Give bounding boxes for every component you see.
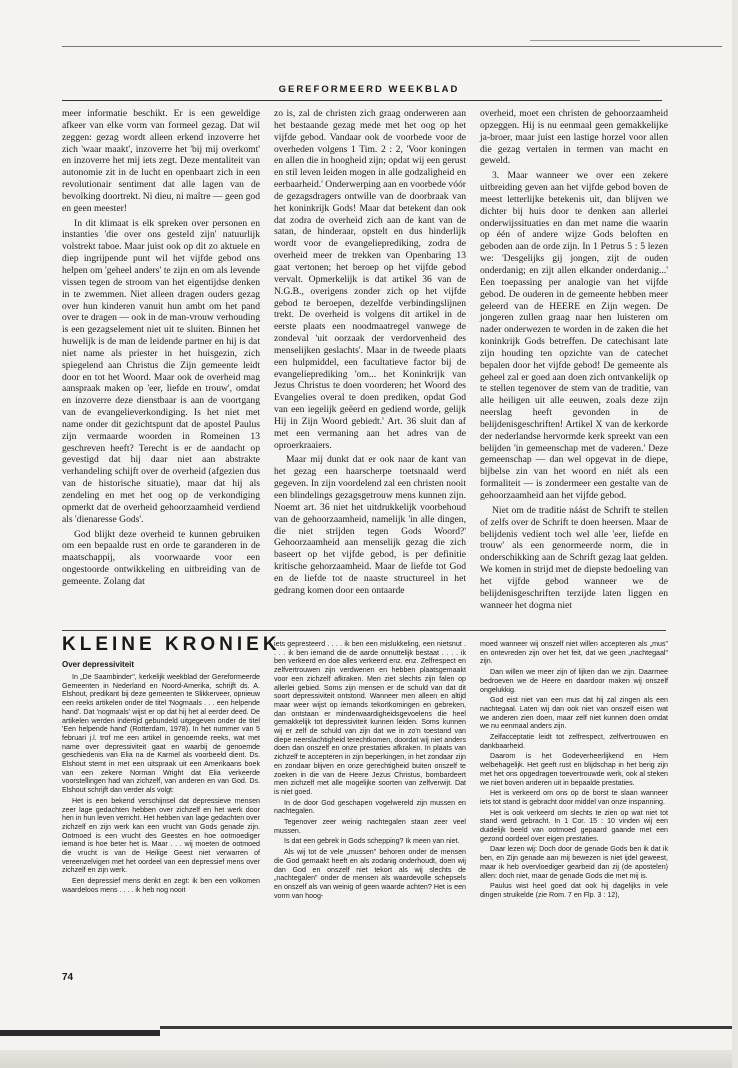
paragraph: Dan willen we meer zijn of lijken dan we zijn. Daarmee bedroeven we de Heere en daardoor maken wij onszelf ongelukkig. xyxy=(480,668,668,694)
paragraph: Zelfacceptatie leidt tot zelfrespect, zelfvertrouwen en dankbaarheid. xyxy=(480,733,668,750)
header-rule xyxy=(62,100,662,101)
paragraph: Het is ook verkeerd om slechts te zien op wat niet tot stand werd gebracht. In 1 Cor. 15 : 10 vinden wij een duidelijk beeld van ootmoed gepaard gaande met een gezond oordeel over eigen prestaties. xyxy=(480,808,668,843)
article-column-3 xyxy=(480,108,668,611)
paragraph: God blijkt deze overheid te kunnen gebruiken om een bepaalde rust en orde te garanderen in de maatschappij, als voorwaarde voor een ongestoorde ontwikkeling en uitbreiding van de gemeente. Zolang dat xyxy=(62,528,260,587)
section-subtitle: Over depressiviteit xyxy=(62,660,135,669)
paragraph: Een depressief mens denkt en zegt: ik ben een volkomen waardeloos mens . . . . ik heb nog nooit xyxy=(62,877,260,894)
paragraph: moed wanneer wij onszelf niet willen accepteren als „mus" en ontevreden zijn over het feit, dat we geen „nachtegaal" zijn. xyxy=(480,640,668,666)
paragraph: God eist niet van een mus dat hij zal zingen als een nachtegaal. Laten wij dan ook niet van onszelf eisen wat we anderen zien doen, maar zelf niet kunnen doen omdat we nu eenmaal anders zijn. xyxy=(480,696,668,731)
scan-edge-line-short xyxy=(530,40,640,41)
kroniek-column-2 xyxy=(274,640,466,900)
running-header: GEREFORMEERD WEEKBLAD xyxy=(278,84,460,95)
paragraph: In de door God geschapen vogelwereld zijn mussen en nachtegalen. xyxy=(274,798,466,816)
paragraph: Als wij tot de vele „mussen" behoren onder de mensen die God gemaakt heeft en als zodanig onderhoudt, doen wij dan God en onszelf niet tekort als wij slechts de „nachtegalen" onder de mensen als waardevolle schepsels en onszelf als van weinig of geen waarde achten? Het is een vorm van hoog- xyxy=(274,848,466,900)
article-column-2 xyxy=(274,108,466,597)
scan-right-edge xyxy=(732,0,738,1068)
paragraph: meer informatie beschikt. Er is een geweldige afkeer van elke vorm van formeel gezag. Dat wil zeggen: gezag wordt alleen erkend inzoverre het zich 'waar maakt', inzoverre het 'bij mij overkomt' en inzoverre het mij iets zegt. Deze mentaliteit van autonomie zit in de lucht en openbaart zich in een revolutionair sentiment dat alle lagen van de bevolking doortrekt. Ni dieu, ni maître — geen god en geen meester! xyxy=(62,108,260,214)
paragraph: 3. Maar wanneer we over een zekere uitbreiding geven aan het vijfde gebod boven de meest letterlijke betekenis uit, dan blijven we dichter bij huis door te denken aan allerlei onderwijssituaties en dan met name die waarin op één of andere wijze Gods beloften en geboden aan de orde zijn. In 1 Petrus 5 : 5 lezen we: 'Desgelijks gij jongen, zijt de ouden onderdanig; en zijt allen elkander onderdanig...' Een toepassing per analogie van het vijfde gebod. De ouderen in de gemeente hebben meer geleerd van de HEERE en Zijn wegen. De jongeren zullen graag naar hen luisteren om nader onderwezen te worden in de zaken die het koninkrijk Gods betreffen. De catechisant late zijn houding ten opzichte van de catechet bepalen door het vijfde gebod! De gemeente als geheel zal er goed aan doen zich ontvankelijk op te stellen tegenover de stem van de traditie, van alle heiligen uit alle eeuwen, zoals deze zijn neerslag heeft gevonden in de belijdenisgeschriften! Artikel X van de kerkorde der nederlandse hervormde kerk spreekt van een belijden 'in gemeenschap met de vaderen.' Deze gemeenschap — dan wel opgevat in de diepe, bijbelse zin van het woord en niét als een formaliteit — is zondermeer een gestalte van de gehoorzaamheid aan het vijfde gebod. xyxy=(480,170,668,501)
page-number: 74 xyxy=(62,972,74,983)
paragraph: iets gepresteerd . . . . ik ben een mislukkeling, een nietsnut . . . . ik ben iemand die de aarde onnuttelijk bestaat . . . . ik ben verkeerd en doe alles verkeerd enz. enz. Zelfrespect en zelfvertrouwen zijn verdwenen en hebben plaatsgemaakt voor een zichzelf afkraken. Men ziet slechts zijn falen op allerlei gebied. Soms zijn mensen er de schuld van dat dit soort depressiviteit ontstond. Wanneer men alleen en altijd maar weer wijst op iemands tekortkomingen en gebreken, dan ontstaan er minderwaardigheidsgevoelens die heel gemakkelijk tot depressiviteit kunnen leiden. Soms kunnen wij er zelf de schuld van zijn dat we in zo'n toestand van diepe neerslachtigheid terechtkomen, doordat wij niet anders doen dan onszelf en onze prestaties afkraken. In plaats van zichzelf te accepteren in zijn beperkingen, in het zondaar zijn en zondaar blijven en onze gerechtigheid buiten onszelf te zoeken in die van de Heere Jezus Christus, bombardeert men zichzelf met alle mogelijke soorten van zelfverwijt. Dat is niet goed. xyxy=(274,640,466,796)
paragraph: Daarom is het Godeverheerlijkend en Hem welbehagelijk. Het geeft rust en blijdschap in het berig zijn met het ons opgedragen toevertrouwde werk, ook al steken we niet boven anderen uit in bepaalde prestaties. xyxy=(480,752,668,787)
paragraph: Daar lezen wij: Doch door de genade Gods ben ik dat ik ben, en Zijn genade aan mij bewezen is niet ijdel geweest, maar ik heb overvloediger gearbeid dan zij (de apostelen) allen: doch niet, maar de genade Gods die met mij is. xyxy=(480,845,668,880)
article-column-1 xyxy=(62,108,260,588)
paragraph: Maar mij dunkt dat er ook naar de kant van het gezag een haarscherpe toetsnaald werd gegeven. In zijn voordelend zal een christen nooit een blindelings gezagsgetrouw mens kunnen zijn. Noemt art. 36 niet het uitdrukkelijk voorbehoud van de gehoorzaamheid, namelijk 'in alle dingen, die niet strijden tegen Gods Woord?' Gehoorzaamheid aan menselijk gezag die zich baseert op het vijfde gebod, is per definitie kritische gehorzaamheid. Maar de liefde tot God en de liefde tot de naaste structureel in het gedrang komen door een ontaarde xyxy=(274,454,466,596)
paragraph: overheid, moet een christen de gehoorzaamheid opzeggen. Hij is nu eenmaal geen gemakkelijke ja-broer, maar juist een lastige horzel voor allen die gezag vertalen in termen van macht en geweld. xyxy=(480,108,668,167)
paragraph: In „De Saambinder", kerkelijk weekblad der Gereformeerde Gemeenten in Nederland en Noord-Amerika, schrijft ds. A. Elshout, predikant bij deze gemeenten te Slikkerveer, opnieuw een reeks artikelen onder de titel 'Nogmaals . . . een helpende hand'. Dat 'nogmaals' wijst er op dat hij het al eerder deed. De artikelen werden indertijd gebundeld uitgegeven onder de titel 'Een helpende hand' (Rotterdam, 1978). In het nummer van 5 februari j.l. trof me een artikel in genoemde reeks, wat met name over depressiviteit gaat en waarbij de genoemde geschiedenis van Elia na de Karmel als voorbeeld dient. Ds. Elshout stemt in met een uitspraak uit een Amerikaans boek van een zekere Norman Wright dat Elia verkeerde voorstellingen had van zichzelf, van anderen en van God. Ds. Elshout schrijft dan verder als volgt: xyxy=(62,673,260,795)
kroniek-column-3 xyxy=(480,640,668,900)
paragraph: zo is, zal de christen zich graag onderweren aan het bestaande gezag mede met het oog op het vijfde gebod. Vandaar ook de voorbede voor de overheden volgens 1 Tim. 2 : 2, 'Voor koningen en allen die in hoogheid zijn; opdat wij een gerust en stil leven leiden mogen in alle godzaligheid en eerbaarheid.' Onderwerping aan en voorbede vóór de gezagsdragers ontwille van de doorbraak van het koninkrijk Gods! Maar dat betekent dan ook dat zodra de overheid zich aan de kant van de satan, de hinderaar, opstelt en dus hinderlijk wordt voor de evangelieprediking, zodra de overheid meer de trekken van Openbaring 13 gaat vertonen; het beroep op het vijfde gebod vervalt. Opmerkelijk is dat artikel 36 van de N.G.B., overigens zonder zich op het vijfde gebod te beroepen, dezelfde verbindingslijnen trekt. De overheid is volgens dit artikel in de eerste plaats een noodmaatregel vanwege de zondeval 'uit oorzaak der verdorvenheid des menselijken geslachts'. Maar in de tweede plaats een hulpmiddel, een facultatieve factor bij de evangelieprediking 'om... het Koninkrijk van Jezus Christus te doen voorderen; het Woord des Evangelies overal te doen prediken, opdat God van een iegelijk geëerd en gediend worde, gelijk Hij in Zijn Woord gebiedt.' Art. 36 sluit dan af met een vermaning aan het adres van de oproerkraaiers. xyxy=(274,108,466,451)
kroniek-column-1 xyxy=(62,673,260,895)
scan-bottom-margin xyxy=(0,1050,738,1068)
paragraph: Niet om de traditie náást de Schrift te stellen of zelfs over de Schrift te doen heersen. Maar de belijdenis vedient toch wel alle 'eer, liefde en trouw' als een genormeerde norm, die in onderschikking aan de Schrift gezag laat gelden. We komen in strijd met de diepste bedoeling van het vijfde gebod wanneer we de belijdenisgeschriften terzijde laten liggen en wanneer het dogma niet xyxy=(480,504,668,611)
section-divider xyxy=(62,630,666,631)
section-title: KLEINE KRONIEK xyxy=(62,634,281,655)
paragraph: Paulus wist heel goed dat ook hij dagelijks in vele dingen struikelde (zie Rom. 7 en Flp. 3 : 12), xyxy=(480,882,668,899)
scan-artifact-line xyxy=(160,1026,738,1029)
paragraph: Het is verkeerd om ons op de borst te slaan wanneer iets tot stand is gebracht door middel van onze inspanning. xyxy=(480,789,668,806)
paragraph: Is dat een gebrek in Gods schepping? Ik meen van niet. xyxy=(284,837,460,846)
paragraph: Het is een bekend verschijnsel dat depressieve mensen zeer lage gedachten hebben over zichzelf en het werk door hen in hun leven verricht. Het hebben van lage gedachten over zichzelf en zijn werk kan een vrucht van Gods genade zijn. Ootmoed is een vrucht des Geestes en hoe ootmoediger iemand is hoe beter het is. Maar . . . wij moeten de ootmoed die vrucht is van de Heilige Geest niet verwarren of vereenzelvigen met het oordeel van een depressief mens over zichzelf en zijn werk. xyxy=(62,796,260,875)
scan-artifact-bar xyxy=(0,1030,160,1036)
scan-edge-line xyxy=(62,46,722,47)
paragraph: In dit klimaat is elk spreken over personen en instanties 'die over ons gesteld zijn' natuurlijk volstrekt taboe. Maar juist ook op dit zo aktuele en diep ingrijpende punt wil het vijfde gebod ons helpen om 'geheel anders' te zijn en om als levende vissen tegen de stroom van het eigentijdse denken in te zwemmen. Niet alleen dragen ouders gezag over hun kinderen vanuit hun ambt om het pand over te dragen — ook in de man-vrouw verhouding is een gezagselement niet uit te sluiten. Binnen het huwelijk is de man de leidende partner en hij is dat niet name als priester in het huisgezin, zich spiegelend aan Christus die Zijn gemeente leidt door en tot het Woord. Maar ook de overheid mag aanspraak maken op 'eer, liefde en trouw', omdat en inzoverre deze dienstbaar is aan de voortgang van de evangelieverkondiging. Is het niet met name onder dit gezichtspunt dat de apostel Paulus zijn vermaarde woorden in Romeinen 13 geschreven heeft? Terecht is er de aandacht op gevestigd dat hij daar niet aan abstrakte verhandeling schijft over de overheid (afgezien dus van de historische situatie), maar dat hij als zendeling en met het oog op de verkondiging opmerkt dat de overheid gehoorzaamheid verdiend als 'dienaresse Gods'. xyxy=(62,217,260,525)
paragraph: Tegenover zeer weinig nachtegalen staan zeer veel mussen. xyxy=(274,818,466,835)
